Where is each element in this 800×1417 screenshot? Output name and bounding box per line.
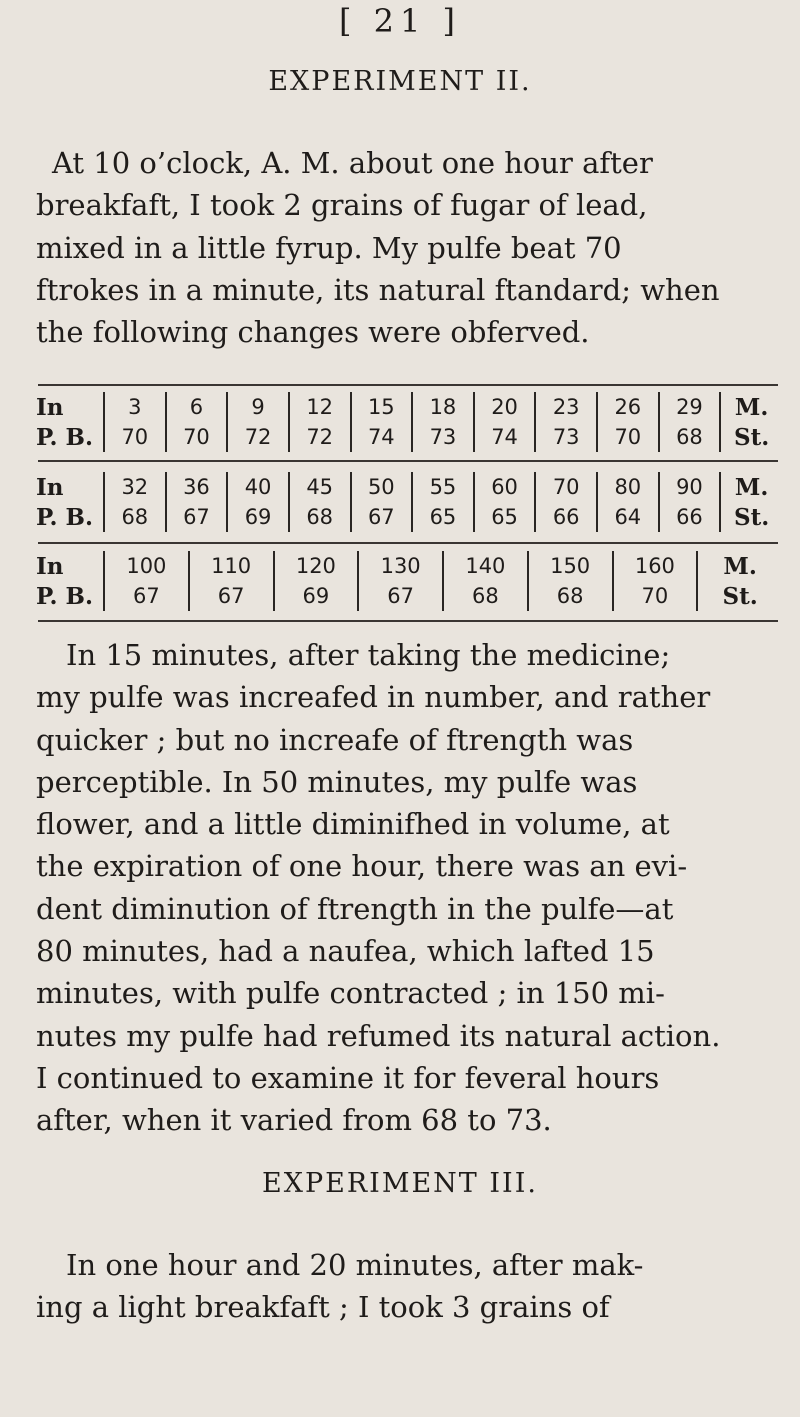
table-cell: 20 [474, 392, 536, 422]
table-cell: 74 [351, 422, 413, 452]
intro-line: mixed in a little fyrup. My pulfe beat 70 [36, 230, 622, 265]
table-row-minutes [36, 551, 782, 581]
unit-label: St. [720, 502, 782, 532]
unit-label: M. [720, 392, 782, 422]
table-cell: 67 [104, 581, 189, 611]
body-line: quicker ; but no increafe of ftrength was [36, 722, 634, 757]
table-cell: 12 [289, 392, 351, 422]
pulse-table-2 [36, 472, 782, 532]
table-cell: 23 [535, 392, 597, 422]
table-cell: 40 [227, 472, 289, 502]
body-line: ing a light breakfaft ; I took 3 grains of [36, 1290, 610, 1325]
table-cell: 73 [412, 422, 474, 452]
table-cell: 70 [613, 581, 698, 611]
table-cell: 70 [104, 422, 166, 452]
body-line: In 15 minutes, after taking the medicine; [66, 638, 671, 672]
table-cell: 26 [597, 392, 659, 422]
experiment-2-body [36, 634, 780, 1142]
table-cell: 3 [104, 392, 166, 422]
table-cell: 45 [289, 472, 351, 502]
body-line: perceptible. In 50 minutes, my pulfe was [36, 764, 638, 799]
body-line: after, when it varied from 68 to 73. [36, 1103, 552, 1138]
experiment-3-body [36, 1244, 780, 1329]
table-cell: 66 [659, 502, 721, 532]
body-line: minutes, with pulfe contracted ; in 150 mi- [36, 976, 665, 1011]
page-number: [ 21 ] [338, 2, 462, 40]
body-line: nutes my pulfe had refumed its natural action. [36, 1018, 721, 1053]
body-line: 80 minutes, had a naufea, which lafted 15 [36, 934, 655, 969]
table-rule [38, 620, 778, 622]
body-line: my pulfe was increafed in number, and rather [36, 680, 711, 715]
table-cell: 72 [227, 422, 289, 452]
body-line: In one hour and 20 minutes, after mak- [66, 1248, 644, 1282]
table-cell: 55 [412, 472, 474, 502]
table-cell: 50 [351, 472, 413, 502]
table-rule [38, 384, 778, 386]
table-cell: 29 [659, 392, 721, 422]
intro-line: ftrokes in a minute, its natural ftandard; when [36, 272, 720, 307]
table-cell: 90 [659, 472, 721, 502]
table-cell: 70 [597, 422, 659, 452]
table-cell: 65 [474, 502, 536, 532]
table-cell: 74 [474, 422, 536, 452]
table-cell: 69 [274, 581, 359, 611]
table-cell: 68 [528, 581, 613, 611]
table-cell: 32 [104, 472, 166, 502]
table-cell: 80 [597, 472, 659, 502]
row-label: In [36, 473, 64, 501]
table-cell: 120 [274, 551, 359, 581]
table-cell: 65 [412, 502, 474, 532]
experiment-2-intro [36, 142, 780, 353]
table-cell: 6 [166, 392, 228, 422]
row-label: P. B. [36, 423, 93, 451]
row-label: P. B. [36, 503, 93, 531]
table-cell: 36 [166, 472, 228, 502]
table-cell: 150 [528, 551, 613, 581]
table-row-minutes [36, 472, 782, 502]
table-cell: 70 [166, 422, 228, 452]
table-cell: 130 [358, 551, 443, 581]
table-cell: 67 [166, 502, 228, 532]
intro-line: At 10 o’clock, A. M. about one hour after [52, 146, 653, 180]
pulse-table-1 [36, 392, 782, 452]
table-rule [38, 460, 778, 462]
table-row-minutes [36, 392, 782, 422]
table-row-pulse [36, 502, 782, 532]
table-cell: 9 [227, 392, 289, 422]
table-cell: 15 [351, 392, 413, 422]
table-cell: 67 [189, 581, 274, 611]
table-cell: 160 [613, 551, 698, 581]
table-cell: 60 [474, 472, 536, 502]
table-row-pulse [36, 422, 782, 452]
table-cell: 64 [597, 502, 659, 532]
table-cell: 68 [104, 502, 166, 532]
row-label: In [36, 552, 64, 580]
unit-label: M. [697, 551, 782, 581]
table-cell: 68 [659, 422, 721, 452]
table-cell: 100 [104, 551, 189, 581]
row-label: In [36, 393, 64, 421]
intro-line: breakfaft, I took 2 grains of fugar of lead, [36, 188, 648, 223]
row-label: P. B. [36, 582, 93, 610]
body-line: the expiration of one hour, there was an evi- [36, 849, 688, 884]
table-cell: 67 [358, 581, 443, 611]
table-cell: 110 [189, 551, 274, 581]
table-cell: 69 [227, 502, 289, 532]
body-line: dent diminution of ftrength in the pulfe—at [36, 891, 674, 926]
body-line: flower, and a little diminifhed in volume, at [36, 807, 670, 842]
table-cell: 67 [351, 502, 413, 532]
table-cell: 72 [289, 422, 351, 452]
body-line: I continued to examine it for feveral hours [36, 1060, 660, 1095]
table-cell: 18 [412, 392, 474, 422]
unit-label: M. [720, 472, 782, 502]
table-cell: 73 [535, 422, 597, 452]
table-cell: 68 [443, 581, 528, 611]
table-rule [38, 542, 778, 544]
intro-line: the following changes were obferved. [36, 315, 590, 350]
table-cell: 70 [535, 472, 597, 502]
pulse-table-3 [36, 551, 782, 611]
table-cell: 66 [535, 502, 597, 532]
table-cell: 140 [443, 551, 528, 581]
experiment-3-heading: EXPERIMENT III. [262, 1168, 538, 1199]
unit-label: St. [720, 422, 782, 452]
table-cell: 68 [289, 502, 351, 532]
unit-label: St. [697, 581, 782, 611]
experiment-2-heading: EXPERIMENT II. [268, 66, 532, 97]
table-row-pulse [36, 581, 782, 611]
